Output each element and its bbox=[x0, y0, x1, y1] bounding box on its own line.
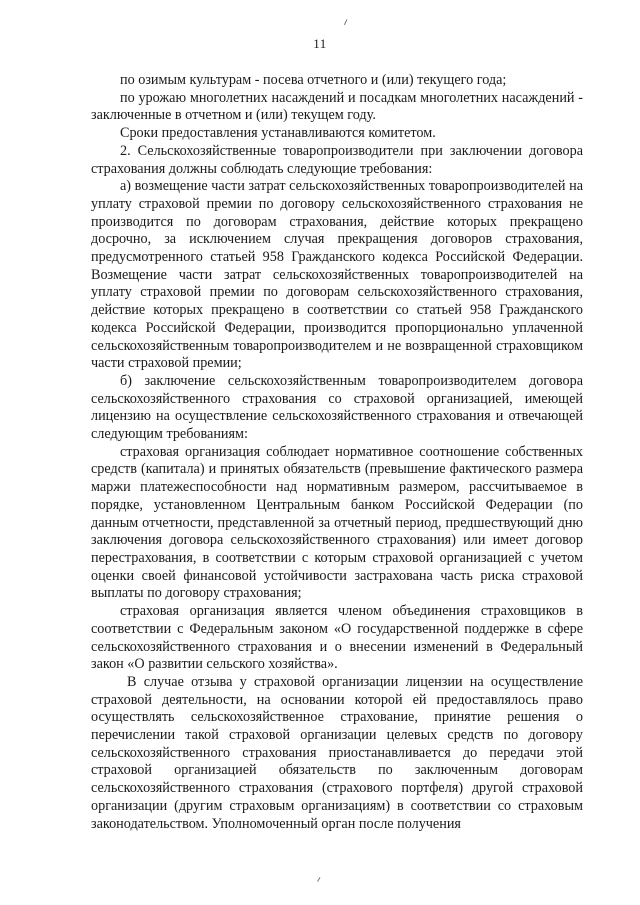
scan-mark-bottom bbox=[317, 877, 324, 884]
paragraph-license-revocation: В случае отзыва у страховой организации лицензии на осуществление страховой деятельности, на основании которой ей предоставлялось право осуществлять сельскохозяйственное страхование, принятие решения о перечислении такой страховой организации целевых средств по договору сельскохозяйственного страхования приостанавливается до передачи этой страховой организацией обязательств по заключенным договорам сельскохозяйственного страхования (страхового портфеля) другой страховой организации (другим страховым организациям) в соответствии со страховым законодательством. Уполномоченный орган после получения bbox=[91, 673, 583, 832]
paragraph-item-b: б) заключение сельскохозяйственным товаропроизводителем договора сельскохозяйственного страхования со страховой организацией, имеющей лицензию на осуществление сельскохозяйственного страхования и отвечающей следующим требованиям: bbox=[91, 372, 583, 443]
paragraph-perennial-plantings: по урожаю многолетних насаждений и посадкам многолетних насаждений - заключенные в отчетном и (или) текущем году. bbox=[91, 89, 583, 124]
paragraph-requirements-intro: 2. Сельскохозяйственные товаропроизводители при заключении договора страхования должны соблюдать следующие требования: bbox=[91, 142, 583, 177]
document-body bbox=[91, 72, 583, 833]
paragraph-deadlines: Сроки предоставления устанавливаются комитетом. bbox=[120, 125, 436, 142]
page-number: 11 bbox=[313, 36, 327, 51]
scan-mark-top bbox=[344, 19, 351, 27]
paragraph-winter-crops: по озимым культурам - посева отчетного и (или) текущего года; bbox=[120, 72, 507, 88]
paragraph-solvency-requirement: страховая организация соблюдает нормативное соотношение собственных средств (капитала) и принятых обязательств (превышение фактического размера маржи платежеспособности над нормативным размером, рассчитываемое в порядке, установленном Центральным банком Российской Федерации (по данным отчетности, представленной за отчетный период, предшествующий дню заключения договора сельскохозяйственного страхования) или имеет договор перестрахования, в соответствии с которым страховой организацией с учетом оценки своей финансовой устойчивости застрахована часть риска страховой выплаты по договору страхования; bbox=[91, 443, 583, 602]
paragraph-item-a: а) возмещение части затрат сельскохозяйственных товаропроизводителей на уплату страховой премии по договору сельскохозяйственного страхования не производится по договорам страхования, действие которых прекращено досрочно, за исключением случая прекращения договоров страхования, предусмотренного статьей 958 Гражданского кодекса Российской Федерации. Возмещение части затрат сельскохозяйственных товаропроизводителей на уплату страховой премии по договорам сельскохозяйственного страхования, действие которых прекращено в соответствии со статьей 958 Гражданского кодекса Российской Федерации, производится пропорционально уплаченной сельскохозяйственным товаропроизводителем и не возвращенной страховщиком части страховой премии; bbox=[91, 178, 583, 372]
paragraph-membership-requirement: страховая организация является членом объединения страховщиков в соответствии с Федеральным законом «О государственной поддержке в сфере сельскохозяйственного страхования и о внесении изменений в Федеральный закон «О развитии сельского хозяйства». bbox=[91, 603, 583, 673]
